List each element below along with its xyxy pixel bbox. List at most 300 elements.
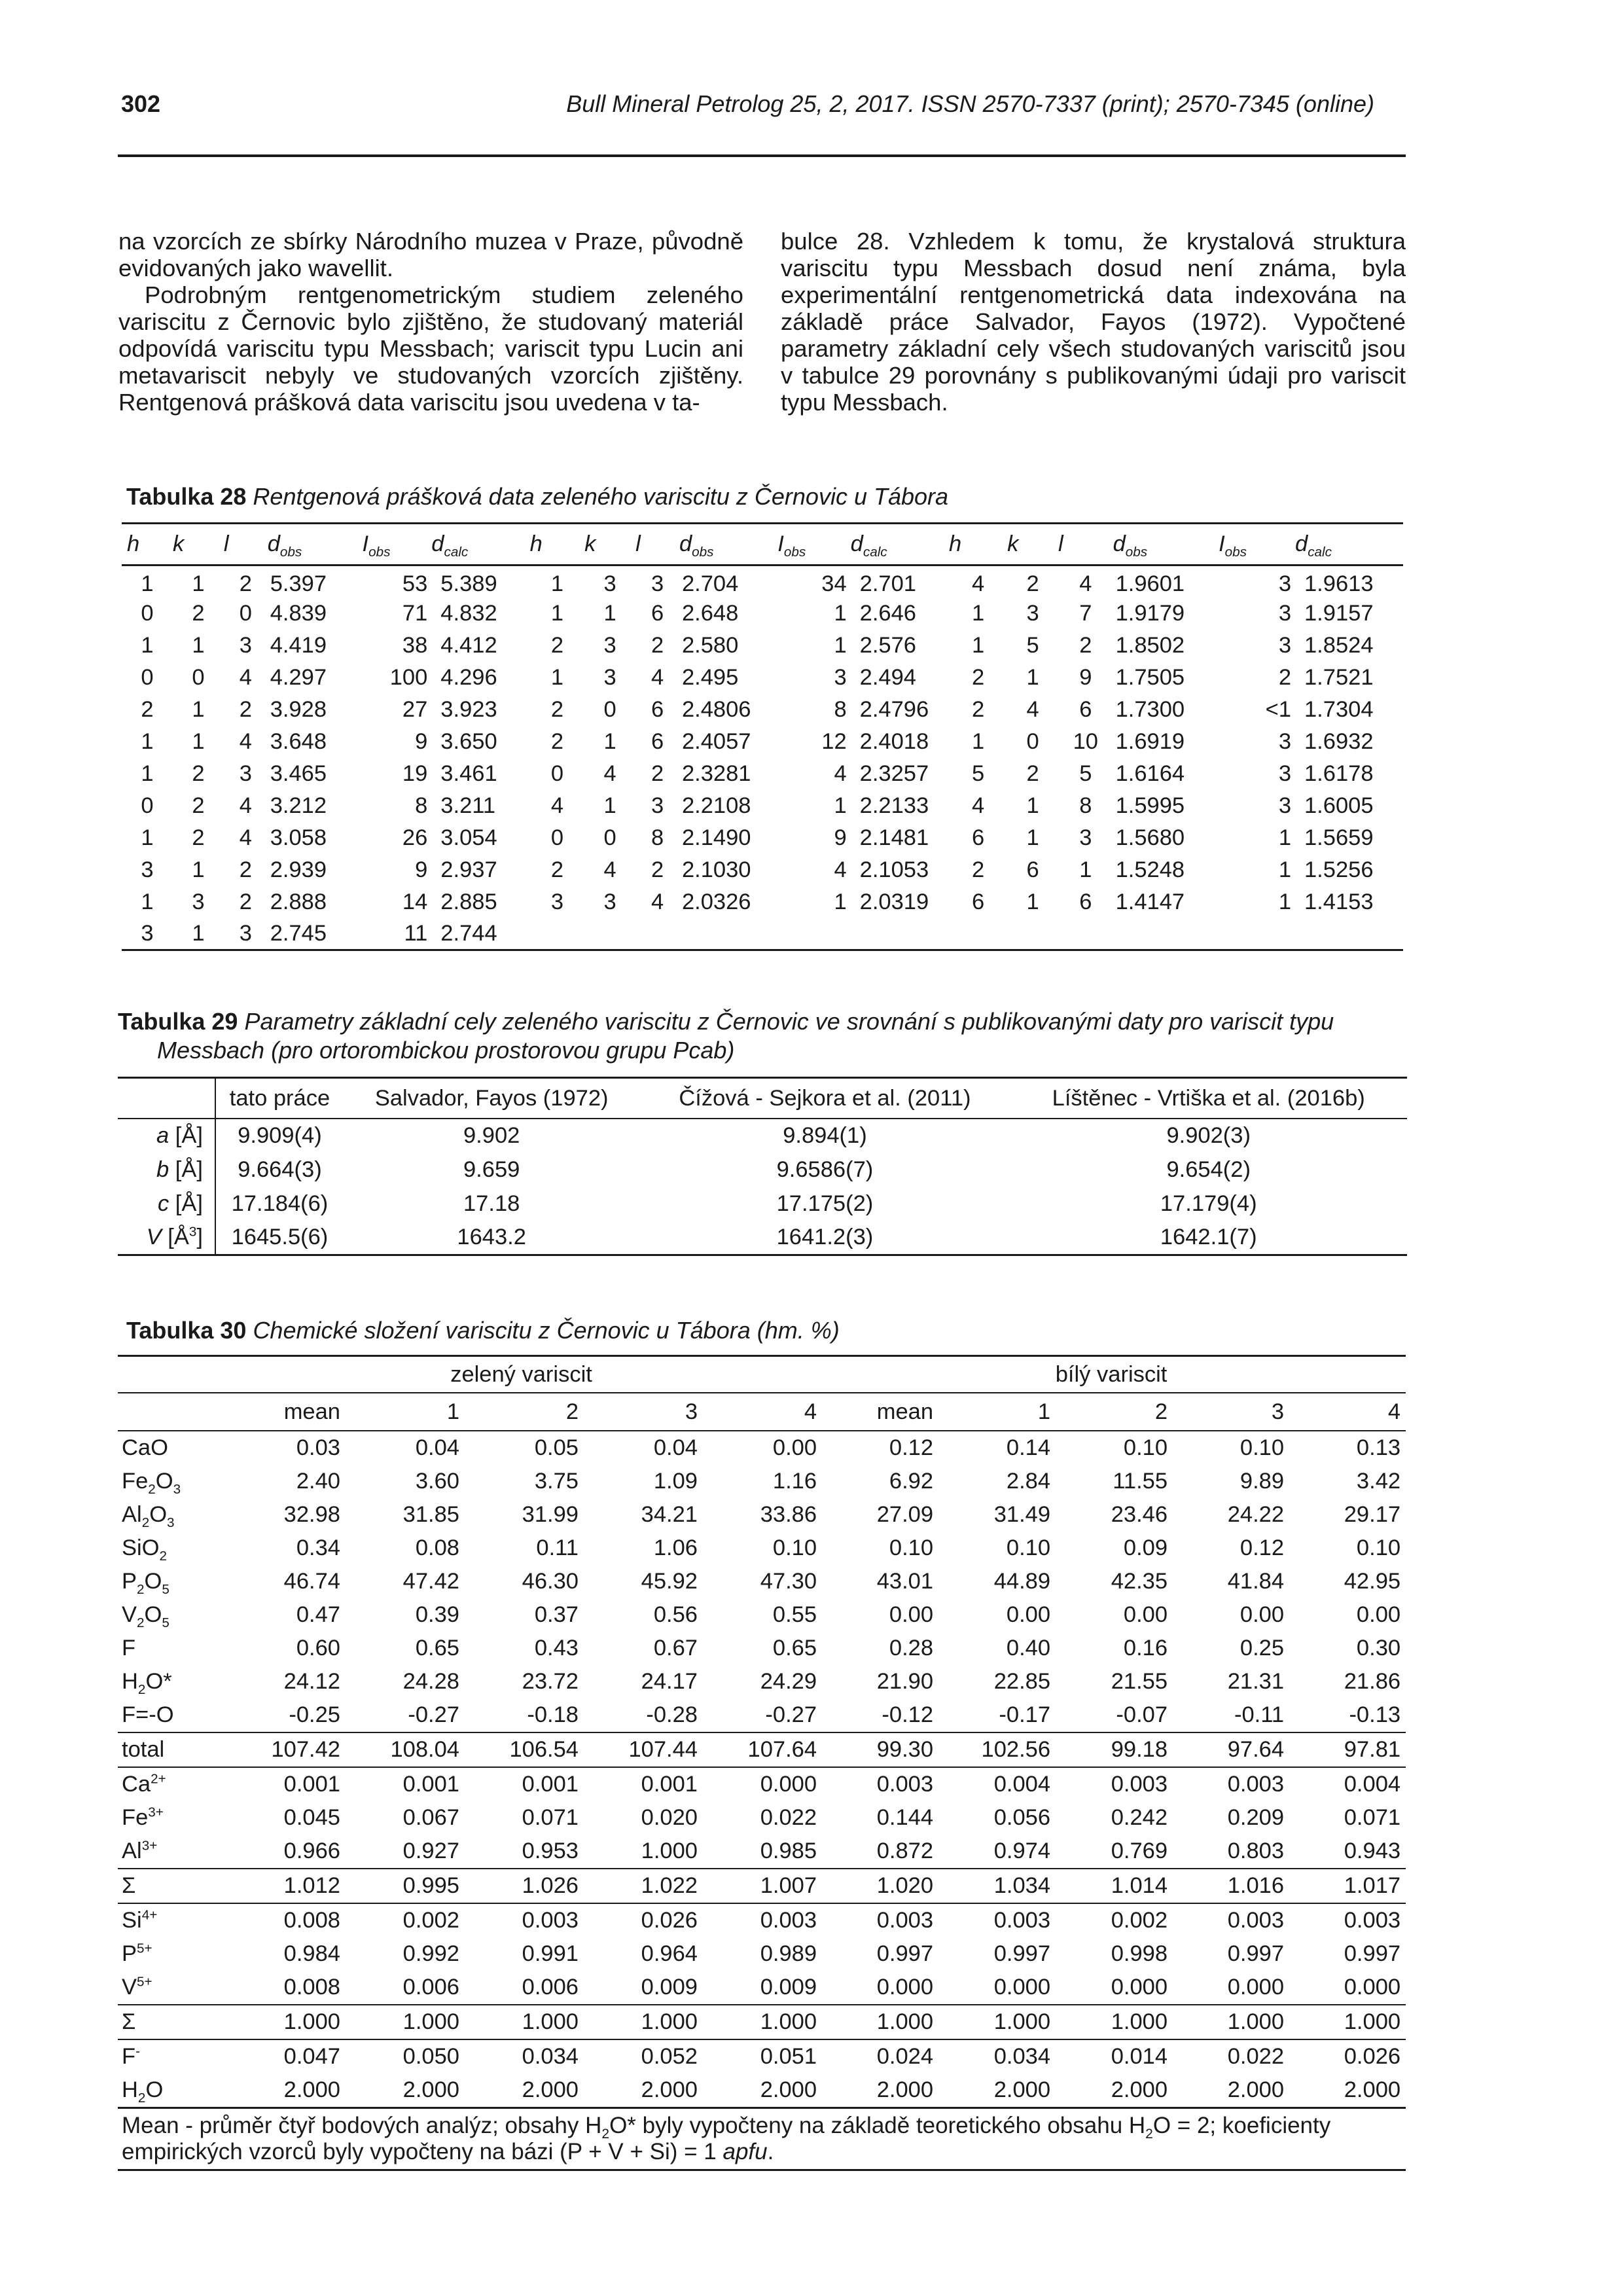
table-cell: 0.008 bbox=[283, 1975, 340, 2000]
table-row bbox=[118, 1187, 1407, 1221]
table-cell: 1 bbox=[971, 600, 985, 626]
table-cell: 4 bbox=[651, 664, 664, 690]
table-cell: 2.2133 bbox=[859, 793, 929, 818]
table-cell: 0.047 bbox=[226, 2039, 346, 2073]
table-cell: 2 bbox=[550, 728, 563, 754]
table-cell: 2.494 bbox=[859, 664, 916, 690]
table-cell: 4 bbox=[971, 571, 985, 597]
table-cell: 2.000 bbox=[522, 2077, 579, 2102]
label-part: F bbox=[122, 1636, 136, 1660]
table-cell: 3 bbox=[603, 664, 616, 690]
table-row bbox=[122, 758, 1403, 790]
unit-end: ] bbox=[196, 1224, 203, 1249]
table-cell: 8 bbox=[651, 825, 664, 850]
table-cell: 2.648 bbox=[681, 600, 739, 626]
table-cell: 0 bbox=[603, 696, 616, 722]
label-sub: 2 bbox=[148, 1481, 156, 1497]
table-cell: 0.10 bbox=[772, 1535, 817, 1560]
table-cell: 3.054 bbox=[440, 825, 497, 850]
table-cell: 1.5659 bbox=[1304, 825, 1374, 850]
table-cell: 2 bbox=[239, 696, 252, 722]
table-cell: 0.022 bbox=[760, 1805, 817, 1830]
column-head: 4 bbox=[1289, 1393, 1406, 1431]
table29-body bbox=[118, 1119, 1407, 1255]
table-caption-text: Rentgenová prášková data zeleného variscitu z Černovic u Tábora bbox=[253, 483, 949, 510]
table-cell: 8 bbox=[415, 793, 428, 818]
oxide-row bbox=[118, 1598, 1406, 1632]
table-cell: 1.014 bbox=[1056, 1869, 1173, 1903]
table-cell: 22.85 bbox=[993, 1669, 1051, 1694]
table-cell: 0.242 bbox=[1111, 1805, 1168, 1830]
label-part: SiO bbox=[122, 1535, 160, 1560]
oxide-label bbox=[118, 1565, 226, 1598]
table-cell: 1 bbox=[834, 889, 847, 914]
col-head: Líštěnec - Vrtiška et al. (2016b) bbox=[1010, 1078, 1407, 1119]
cation-label bbox=[118, 1937, 226, 1971]
table-cell: 1 bbox=[603, 728, 616, 754]
oxide-row bbox=[118, 1532, 1406, 1565]
table-cell: 99.18 bbox=[1056, 1732, 1173, 1767]
table-cell: 0.953 bbox=[522, 1839, 579, 1863]
table-cell: 2 bbox=[1278, 664, 1291, 690]
table-cell: 3 bbox=[141, 857, 154, 882]
label-part: V bbox=[122, 1602, 137, 1627]
table-cell: 0.024 bbox=[822, 2039, 938, 2073]
note-text: O = 2; koeficienty empirických vzorců byly vypočteny na bázi (P + V + Si) = 1 bbox=[122, 2113, 1331, 2164]
table-cell: 4.296 bbox=[440, 664, 497, 690]
column-head: mean bbox=[822, 1393, 938, 1431]
table-cell: 1 bbox=[192, 632, 205, 658]
table-cell: 0.803 bbox=[1227, 1839, 1285, 1863]
paragraph: Podrobným rentgenometrickým studiem zeleného variscitu z Černovic bylo zjištěno, že studovaný materiál odpovídá variscitu typu Messbach; variscit typu Lucin ani metavariscit nebyly ve studovaných vzorcích zjištěny. Rentgenová prášková data variscitu jsou uvedena v ta- bbox=[118, 281, 743, 416]
group-green: zelený variscit bbox=[226, 1356, 822, 1393]
table-cell: 0.003 bbox=[465, 1903, 584, 1937]
fluor-row bbox=[118, 2039, 1406, 2073]
table-cell: 1.000 bbox=[346, 2005, 465, 2039]
table-cell: 3 bbox=[1026, 600, 1039, 626]
table-cell: 1.017 bbox=[1289, 1869, 1406, 1903]
table-cell: 1.5248 bbox=[1115, 857, 1185, 882]
table-cell: 0.144 bbox=[876, 1805, 934, 1830]
table-cell bbox=[1295, 918, 1403, 950]
sum-row bbox=[118, 1869, 1406, 1903]
table-cell: 2 bbox=[651, 761, 664, 786]
table-label: Tabulka 30 bbox=[126, 1317, 247, 1344]
table-cell: 3 bbox=[1079, 825, 1092, 850]
table-cell: 0.003 bbox=[1173, 1767, 1289, 1801]
table-cell: 14 bbox=[402, 889, 428, 914]
table-cell: 2.000 bbox=[402, 2077, 459, 2102]
table-cell: 0.10 bbox=[1006, 1535, 1051, 1560]
cation-label bbox=[118, 1971, 226, 2005]
oxide-row bbox=[118, 1565, 1406, 1598]
table-cell: 1.9179 bbox=[1115, 600, 1185, 626]
column-header-row bbox=[118, 1393, 1406, 1431]
col-l: l bbox=[1058, 524, 1113, 565]
label-part: Al bbox=[122, 1839, 142, 1863]
row-label bbox=[118, 1221, 215, 1255]
empty-cell bbox=[118, 1356, 226, 1393]
running-header: Bull Mineral Petrolog 25, 2, 2017. ISSN 2570-7337 (print); 2570-7345 (online) bbox=[566, 90, 1374, 117]
table-cell: 9 bbox=[1079, 664, 1092, 690]
table28 bbox=[122, 522, 1403, 951]
table-cell: 102.56 bbox=[938, 1732, 1056, 1767]
table-cell: 1 bbox=[141, 825, 154, 850]
table-cell: 2.40 bbox=[296, 1469, 340, 1494]
table-cell: 0.11 bbox=[536, 1535, 579, 1560]
table-cell: 4 bbox=[239, 825, 252, 850]
cation-row bbox=[118, 1767, 1406, 1801]
col-dobs: $d_{obs}$ bbox=[1113, 524, 1219, 565]
table-row bbox=[122, 726, 1403, 758]
label-sup: 3+ bbox=[141, 1838, 158, 1854]
row-label bbox=[118, 1119, 215, 1153]
table-cell: 1 bbox=[1026, 793, 1039, 818]
table-caption-text: Parametry základní cely zeleného variscitu z Černovic ve srovnání s publikovanými daty pro variscit typu bbox=[244, 1008, 1334, 1035]
table-cell: 2 bbox=[239, 857, 252, 882]
label-sup: 2+ bbox=[151, 1771, 166, 1787]
table-cell: 0.25 bbox=[1240, 1636, 1285, 1660]
table-cell: 0.003 bbox=[1056, 1767, 1173, 1801]
cation-label bbox=[118, 1767, 226, 1801]
table-cell: 1 bbox=[1026, 889, 1039, 914]
label-part: P bbox=[122, 1941, 137, 1966]
table-cell: 3 bbox=[224, 918, 268, 950]
table-cell: 2.000 bbox=[283, 2077, 340, 2102]
table-cell: 0.003 bbox=[938, 1903, 1056, 1937]
table29 bbox=[118, 1077, 1407, 1256]
table-cell: 21.90 bbox=[876, 1669, 934, 1694]
table-cell: 2.888 bbox=[270, 889, 327, 914]
table-cell: 6 bbox=[1079, 889, 1092, 914]
table-row bbox=[122, 662, 1403, 694]
table-caption-text: Messbach (pro ortorombickou prostorovou grupu Pcab) bbox=[157, 1037, 735, 1064]
param-unit: [Å] bbox=[169, 1191, 203, 1216]
col-iobs: $I_{obs}$ bbox=[777, 524, 850, 565]
table-cell: 6 bbox=[1026, 857, 1039, 882]
table-cell: 0.071 bbox=[522, 1805, 579, 1830]
table-cell: 4.832 bbox=[440, 600, 497, 626]
table-cell: 2 bbox=[239, 571, 252, 597]
table-cell: 1.09 bbox=[653, 1469, 698, 1494]
table-cell: 2.576 bbox=[859, 632, 916, 658]
table-cell: 2.000 bbox=[1344, 2077, 1401, 2102]
table30-body bbox=[118, 1356, 1406, 2170]
param-unit: [Å] bbox=[169, 1157, 203, 1182]
table-cell: 0.009 bbox=[641, 1975, 698, 2000]
table-cell: 2.4796 bbox=[859, 696, 929, 722]
table-cell: 41.84 bbox=[1227, 1569, 1285, 1594]
table-cell: 2.580 bbox=[681, 632, 739, 658]
table-cell: 1 bbox=[1026, 825, 1039, 850]
table-cell: 0.985 bbox=[760, 1839, 817, 1863]
oxide-label bbox=[118, 1465, 226, 1498]
table-cell bbox=[584, 918, 635, 950]
table-cell: 0.943 bbox=[1344, 1839, 1401, 1863]
water-label bbox=[118, 2073, 226, 2108]
table-cell: 0.071 bbox=[1344, 1805, 1401, 1830]
cation-row bbox=[118, 1937, 1406, 1971]
table-cell: 2.4806 bbox=[681, 696, 751, 722]
col-dcalc: $d_{calc}$ bbox=[1295, 524, 1403, 565]
table-cell: 2.000 bbox=[641, 2077, 698, 2102]
column-head: 2 bbox=[465, 1393, 584, 1431]
note-italic: apfu bbox=[722, 2139, 768, 2164]
table-cell: 0.997 bbox=[876, 1941, 934, 1966]
table-cell bbox=[1113, 918, 1219, 950]
table-cell: 0.56 bbox=[653, 1602, 698, 1627]
oxide-label bbox=[118, 1698, 226, 1732]
total-label: total bbox=[118, 1732, 226, 1767]
table-cell: 3.928 bbox=[270, 696, 327, 722]
table-cell: 1.6932 bbox=[1304, 728, 1374, 754]
table-cell: -0.18 bbox=[527, 1702, 579, 1727]
table-cell: 10 bbox=[1073, 728, 1098, 754]
table-cell: 0.002 bbox=[346, 1903, 465, 1937]
label-part: Ca bbox=[122, 1772, 151, 1797]
table-cell bbox=[851, 918, 949, 950]
table-cell: 4 bbox=[1026, 696, 1039, 722]
cation-label bbox=[118, 1835, 226, 1869]
table-cell: 23.72 bbox=[522, 1669, 579, 1694]
table-cell: 2.704 bbox=[681, 571, 739, 597]
table-cell: 1642.1(7) bbox=[1010, 1221, 1407, 1255]
table-cell: 1.012 bbox=[226, 1869, 346, 1903]
table-cell: 0.65 bbox=[415, 1636, 459, 1660]
table-cell: 24.12 bbox=[283, 1669, 340, 1694]
table30-caption bbox=[126, 1317, 840, 1344]
table-cell: 0.60 bbox=[296, 1636, 340, 1660]
cation-row bbox=[118, 1903, 1406, 1937]
table-cell: 0.004 bbox=[1289, 1767, 1406, 1801]
table-cell: 0.001 bbox=[465, 1767, 584, 1801]
table-cell: 0.003 bbox=[822, 1767, 938, 1801]
table-cell: 1.000 bbox=[584, 2005, 703, 2039]
table-cell: 4 bbox=[239, 728, 252, 754]
table-cell: 27 bbox=[402, 696, 428, 722]
table-cell: 4 bbox=[603, 761, 616, 786]
col-h: h bbox=[530, 524, 585, 565]
sum-row bbox=[118, 2005, 1406, 2039]
table-cell: 3 bbox=[192, 889, 205, 914]
table-cell: -0.28 bbox=[646, 1702, 698, 1727]
table-cell: 2 bbox=[192, 825, 205, 850]
table-cell: 3 bbox=[550, 889, 563, 914]
table-cell: 0.964 bbox=[641, 1941, 698, 1966]
column-head: 2 bbox=[1056, 1393, 1173, 1431]
unit-superscript: 3 bbox=[188, 1224, 197, 1240]
table-cell: 1.000 bbox=[822, 2005, 938, 2039]
table-cell: 1.000 bbox=[1289, 2005, 1406, 2039]
table-cell: 2 bbox=[141, 696, 154, 722]
table-cell: 3 bbox=[1278, 600, 1291, 626]
table-cell: 0.003 bbox=[822, 1903, 938, 1937]
table-cell: 26 bbox=[402, 825, 428, 850]
table-cell: 9.654(2) bbox=[1166, 1157, 1251, 1182]
table-cell: 3.650 bbox=[440, 728, 497, 754]
table-cell: 0.000 bbox=[1111, 1975, 1168, 2000]
table-cell: 9.664(3) bbox=[238, 1157, 322, 1182]
table-cell: 4 bbox=[603, 857, 616, 882]
table-cell: 2 bbox=[192, 600, 205, 626]
table-cell: 0.001 bbox=[584, 1767, 703, 1801]
table-cell: 0.000 bbox=[993, 1975, 1051, 2000]
oxide-row bbox=[118, 1498, 1406, 1532]
table-cell: 0.34 bbox=[296, 1535, 340, 1560]
table-cell: 0.43 bbox=[534, 1636, 579, 1660]
table-cell: 1.022 bbox=[584, 1869, 703, 1903]
table-cell: 24.17 bbox=[641, 1669, 698, 1694]
table-cell bbox=[1058, 918, 1113, 950]
table28-body bbox=[122, 565, 1403, 950]
table-cell: 1 bbox=[1079, 857, 1092, 882]
column-head: 4 bbox=[703, 1393, 822, 1431]
table-cell: 1.9613 bbox=[1304, 571, 1374, 597]
table-cell: -0.17 bbox=[999, 1702, 1051, 1727]
table-cell: 0.008 bbox=[226, 1903, 346, 1937]
table-cell: 2.000 bbox=[1111, 2077, 1168, 2102]
table-cell: 107.44 bbox=[584, 1732, 703, 1767]
column-head: 3 bbox=[1173, 1393, 1289, 1431]
col-h: h bbox=[122, 524, 173, 565]
table-cell: 2.495 bbox=[681, 664, 739, 690]
table29-caption-line2 bbox=[157, 1037, 734, 1064]
col-head: Čížová - Sejkora et al. (2011) bbox=[639, 1078, 1010, 1119]
table-cell: 17.18 bbox=[463, 1191, 520, 1216]
table-cell: 3.648 bbox=[270, 728, 327, 754]
table-cell: 0.026 bbox=[1289, 2039, 1406, 2073]
table-row bbox=[122, 598, 1403, 630]
table-cell: 2 bbox=[550, 857, 563, 882]
note-row bbox=[118, 2108, 1406, 2170]
table-cell: 1 bbox=[834, 632, 847, 658]
table-cell: 9 bbox=[415, 728, 428, 754]
table-cell: 0.001 bbox=[346, 1767, 465, 1801]
table-cell: 1.026 bbox=[465, 1869, 584, 1903]
table-cell: 1.5680 bbox=[1115, 825, 1185, 850]
table-cell: 2.000 bbox=[876, 2077, 934, 2102]
table-cell: 19 bbox=[402, 761, 428, 786]
table-cell: 34 bbox=[821, 571, 847, 597]
table-cell: 0 bbox=[141, 793, 154, 818]
table-cell: 6 bbox=[651, 696, 664, 722]
table-cell: 1 bbox=[1026, 664, 1039, 690]
label-part: P bbox=[122, 1569, 137, 1594]
table-cell: 31.85 bbox=[402, 1502, 459, 1527]
table-row bbox=[122, 822, 1403, 854]
table-cell: 0.000 bbox=[876, 1975, 934, 2000]
table-cell: 1.000 bbox=[1056, 2005, 1173, 2039]
table-cell: 1.9157 bbox=[1304, 600, 1374, 626]
table-cell: 32.98 bbox=[283, 1502, 340, 1527]
table-cell: 0.872 bbox=[876, 1839, 934, 1863]
table-cell: 9 bbox=[834, 825, 847, 850]
table-cell: 1.8524 bbox=[1304, 632, 1374, 658]
table-cell: 21.86 bbox=[1344, 1669, 1401, 1694]
table-cell: 2.1481 bbox=[859, 825, 929, 850]
column-head: mean bbox=[226, 1393, 346, 1431]
label-part: Fe bbox=[122, 1805, 149, 1830]
note-sub: 2 bbox=[601, 2126, 610, 2142]
table-cell: 6 bbox=[1079, 696, 1092, 722]
table-row bbox=[122, 854, 1403, 886]
table-cell: 0.28 bbox=[889, 1636, 934, 1660]
table-cell: 3 bbox=[1278, 632, 1291, 658]
table-cell: 34.21 bbox=[641, 1502, 698, 1527]
table-cell: 1 bbox=[141, 889, 154, 914]
table-cell: 2.4018 bbox=[859, 728, 929, 754]
table-cell: 0.997 bbox=[1344, 1941, 1401, 1966]
table-cell: 4.297 bbox=[270, 664, 327, 690]
label-sub: 2 bbox=[159, 1548, 168, 1564]
table-cell: 0.09 bbox=[1123, 1535, 1168, 1560]
table-cell: 1 bbox=[141, 728, 154, 754]
label-part: O bbox=[144, 1569, 162, 1594]
table-cell: 0 bbox=[239, 600, 252, 626]
table-cell: 9.902 bbox=[463, 1123, 520, 1148]
table-cell: 2 bbox=[971, 857, 985, 882]
cation-label bbox=[118, 1801, 226, 1835]
table-cell: 1.7521 bbox=[1304, 664, 1374, 690]
table-cell: 0.989 bbox=[760, 1941, 817, 1966]
oxide-row bbox=[118, 1632, 1406, 1665]
label-part: V bbox=[122, 1975, 137, 2000]
table-cell: 21.55 bbox=[1111, 1669, 1168, 1694]
table-cell: 9.909(4) bbox=[238, 1123, 322, 1148]
table-cell: -0.27 bbox=[765, 1702, 817, 1727]
table-cell: 1 bbox=[550, 664, 563, 690]
cation-row bbox=[118, 1835, 1406, 1869]
col-dobs: $d_{obs}$ bbox=[268, 524, 363, 565]
table-cell: 3.211 bbox=[440, 793, 496, 818]
table-cell: 0.12 bbox=[889, 1435, 934, 1460]
table-cell: 9.6586(7) bbox=[776, 1157, 874, 1182]
table29-header-row bbox=[118, 1078, 1407, 1119]
table28-caption bbox=[126, 483, 948, 511]
table-cell: 42.95 bbox=[1344, 1569, 1401, 1594]
table-cell: 1 bbox=[141, 571, 154, 597]
table-cell: 0.997 bbox=[1227, 1941, 1285, 1966]
table-cell: 2.2108 bbox=[681, 793, 751, 818]
table-cell: 3 bbox=[603, 632, 616, 658]
table-cell: 2.3257 bbox=[859, 761, 929, 786]
table-cell: 0.051 bbox=[703, 2039, 822, 2073]
table-cell: 2.937 bbox=[440, 857, 497, 882]
table-cell: 31.99 bbox=[522, 1502, 579, 1527]
table-cell: 6 bbox=[971, 889, 985, 914]
table-cell: 1.000 bbox=[641, 1839, 698, 1863]
table-cell: 0.00 bbox=[1006, 1602, 1051, 1627]
table-cell: 1 bbox=[192, 728, 205, 754]
table-cell: 0.000 bbox=[1344, 1975, 1401, 2000]
col-dobs: $d_{obs}$ bbox=[679, 524, 777, 565]
label-sub: 2 bbox=[137, 1581, 145, 1597]
table-cell: 0.30 bbox=[1356, 1636, 1401, 1660]
table-cell: 2.1490 bbox=[681, 825, 751, 850]
table-cell: 17.184(6) bbox=[231, 1191, 329, 1216]
cation-row bbox=[118, 1971, 1406, 2005]
table-cell: 0.04 bbox=[415, 1435, 459, 1460]
table-cell: 4.419 bbox=[270, 632, 327, 658]
table-cell: 0.966 bbox=[283, 1839, 340, 1863]
table-cell: 0.10 bbox=[889, 1535, 934, 1560]
table-cell: 2 bbox=[1026, 571, 1039, 597]
table-cell: 31.49 bbox=[993, 1502, 1051, 1527]
label-part: O* bbox=[145, 1669, 172, 1694]
table-cell: 1 bbox=[1278, 889, 1291, 914]
table-cell: 4 bbox=[834, 761, 847, 786]
table-row bbox=[118, 1221, 1407, 1255]
